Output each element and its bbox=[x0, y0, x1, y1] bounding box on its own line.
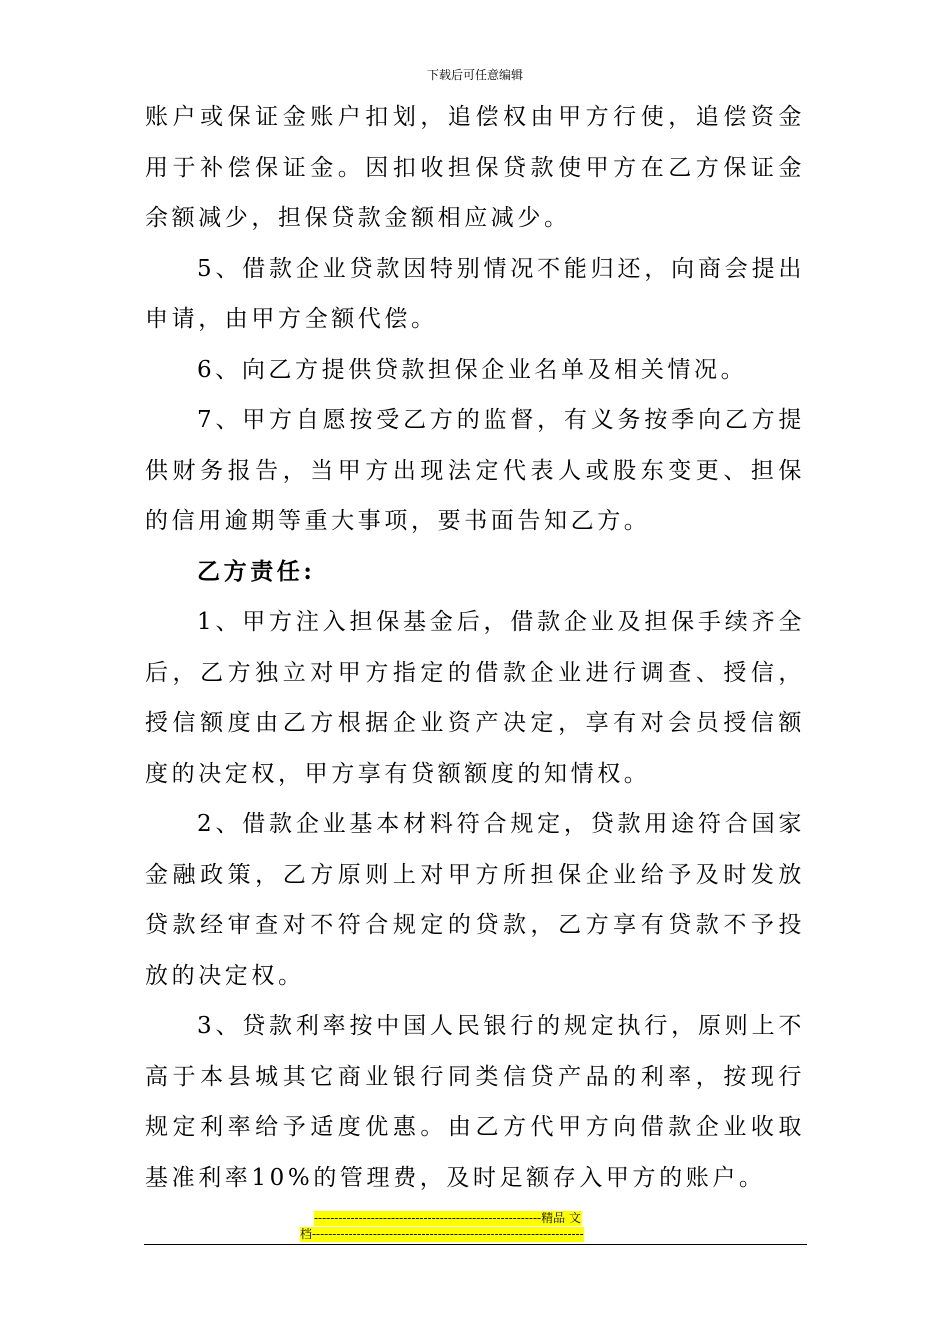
paragraph-item-6: 6、向乙方提供贷款担保企业名单及相关情况。 bbox=[197, 356, 748, 383]
section-heading: 乙方责任: bbox=[197, 557, 316, 585]
footer-watermark-line2: 档------------------------------------------------------------------- bbox=[300, 1227, 584, 1241]
paragraph-item-2: 2、借款企业基本材料符合规定，贷款用途符合国家金融政策，乙方原则上对甲方所担保企业给予及时发放贷款经审查对不符合规定的贷款，乙方享有贷款不予投放的决定权。 bbox=[145, 811, 805, 989]
footer-divider bbox=[144, 1244, 807, 1245]
footer-watermark-line1: --------------------------------------------------------精品 文 bbox=[314, 1211, 581, 1225]
paragraph-item-5: 5、借款企业贷款因特别情况不能归还，向商会提出申请，由甲方全额代偿。 bbox=[145, 255, 805, 332]
paragraph-item-7: 7、甲方自愿按受乙方的监督，有义务按季向乙方提供财务报告，当甲方出现法定代表人或股东变更、担保的信用逾期等重大事项，要书面告知乙方。 bbox=[145, 407, 805, 534]
paragraph-item-3: 3、贷款利率按中国人民银行的规定执行，原则上不高于本县城其它商业银行同类信贷产品的利率，按现行规定利率给予适度优惠。由乙方代甲方向借款企业收取基准利率10%的管理费，及时足额存入甲方的账户。 bbox=[145, 1013, 805, 1191]
paragraph-continuation: 账户或保证金账户扣划，追偿权由甲方行使，追偿资金用于补偿保证金。因扣收担保贷款使甲方在乙方保证金余额减少，担保贷款金额相应减少。 bbox=[145, 104, 805, 231]
page-header: 下载后可任意编辑 bbox=[426, 68, 523, 82]
paragraph-item-1: 1、甲方注入担保基金后，借款企业及担保手续齐全后，乙方独立对甲方指定的借款企业进行调查、授信，授信额度由乙方根据企业资产决定，享有对会员授信额度的决定权，甲方享有贷额额度的知情权。 bbox=[145, 609, 805, 787]
document-body bbox=[145, 92, 805, 1203]
